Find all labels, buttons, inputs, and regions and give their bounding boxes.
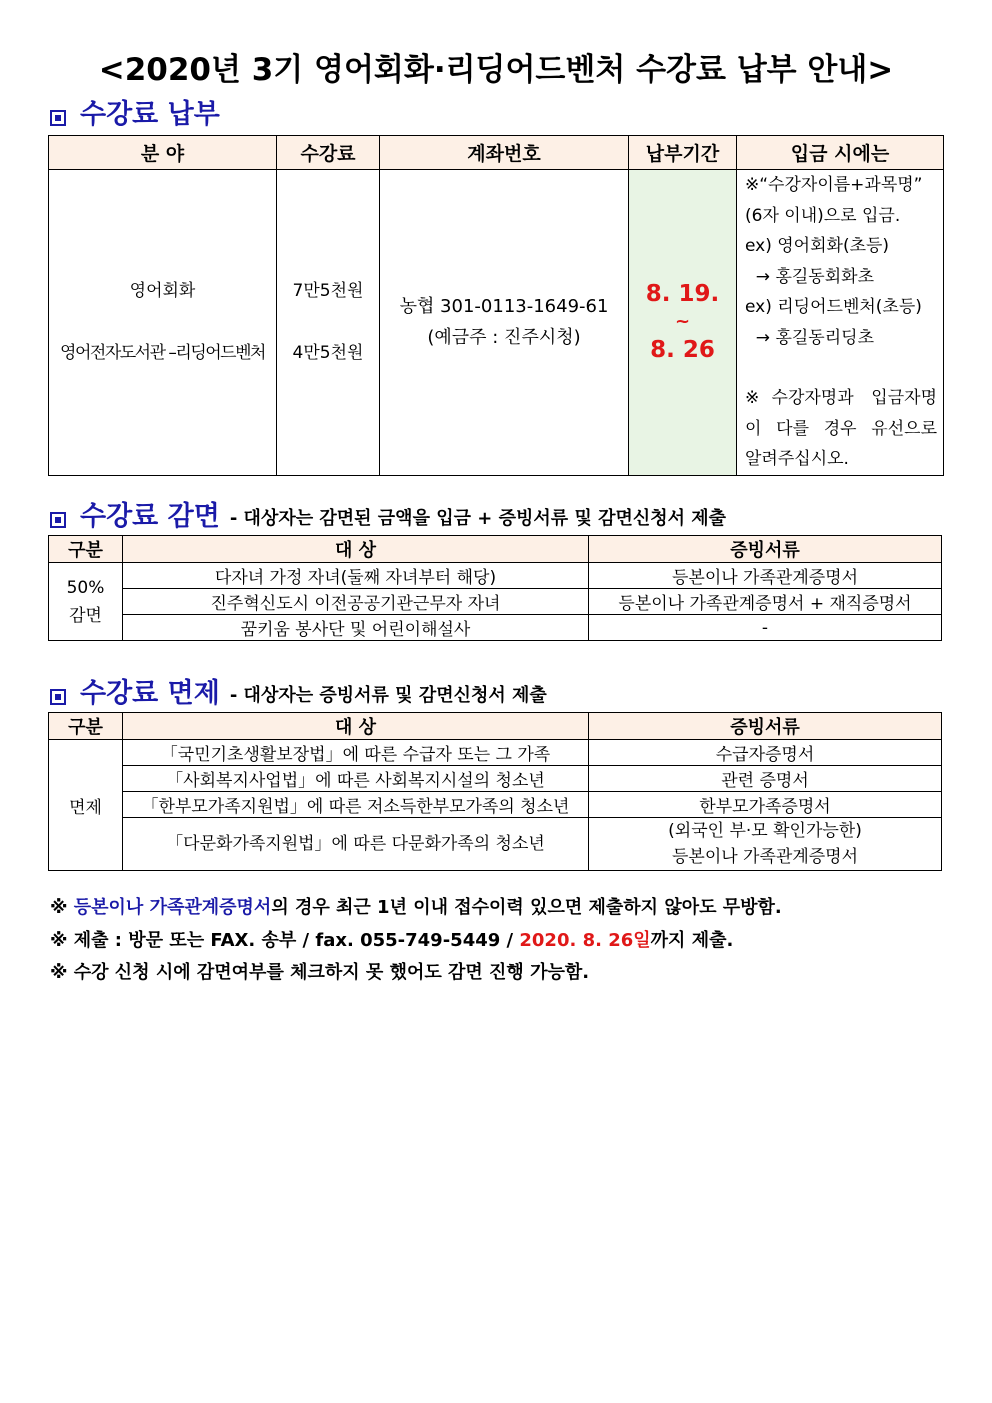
category-cell bbox=[49, 563, 123, 641]
field-cell bbox=[49, 170, 277, 476]
doc-cell: 등본이나 가족관계증명서 + 재직증명서 bbox=[589, 589, 942, 615]
target-cell: 다자녀 가정 자녀(둘째 자녀부터 해당) bbox=[123, 563, 589, 589]
target-cell: 「사회복지사업법」에 따른 사회복지시설의 청소년 bbox=[123, 766, 589, 792]
col-header: 납부기간 bbox=[629, 136, 737, 170]
fee-value: 4만5천원 bbox=[292, 343, 364, 364]
section-subtitle: - 대상자는 감면된 금액을 입금 + 증빙서류 및 감면신청서 제출 bbox=[229, 508, 727, 529]
section-subtitle: - 대상자는 증빙서류 및 감면신청서 제출 bbox=[229, 685, 547, 706]
deposit-note: ex) 영어회화(초등) bbox=[745, 236, 890, 256]
col-header: 대 상 bbox=[123, 536, 589, 563]
page-title: <2020년 3기 영어회화·리딩어드벤처 수강료 납부 안내> bbox=[98, 52, 894, 88]
section-heading-exemption bbox=[50, 671, 547, 710]
section-heading-reduction bbox=[50, 494, 726, 533]
section-title: 수강료 면제 bbox=[80, 678, 220, 709]
section-title: 수강료 납부 bbox=[80, 99, 220, 130]
payment-table bbox=[48, 135, 944, 476]
doc-cell bbox=[589, 818, 942, 871]
deposit-note: → 홍길동회화초 bbox=[745, 266, 874, 287]
doc-cell: 관련 증명서 bbox=[589, 766, 942, 792]
note-line bbox=[50, 892, 782, 925]
notes bbox=[50, 892, 782, 990]
deposit-note: 알려주십시오. bbox=[745, 449, 849, 469]
deposit-note: → 홍길동리딩초 bbox=[745, 327, 874, 348]
deposit-note-spacer bbox=[745, 353, 937, 383]
table-header-row bbox=[49, 713, 942, 740]
doc-cell: 한부모가족증명서 bbox=[589, 792, 942, 818]
period-cell bbox=[629, 170, 737, 476]
target-cell: 꿈키움 봉사단 및 어린이해설사 bbox=[123, 615, 589, 641]
account-number: 농협 301-0113-1649-61 bbox=[399, 296, 609, 318]
doc-cell: - bbox=[589, 615, 942, 641]
account-holder: (예금주 : 진주시청) bbox=[427, 327, 581, 349]
note-text: 의 경우 최근 1년 이내 접수이력 있으면 제출하지 않아도 무방함. bbox=[271, 897, 782, 918]
category-cell: 면제 bbox=[49, 740, 123, 871]
col-header: 분 야 bbox=[49, 136, 277, 170]
col-header: 대 상 bbox=[123, 713, 589, 740]
period-tilde: ~ bbox=[674, 311, 691, 333]
col-header: 입금 시에는 bbox=[737, 136, 944, 170]
deposit-note: (6자 이내)으로 입금. bbox=[745, 205, 901, 226]
target-cell: 진주혁신도시 이전공공기관근무자 자녀 bbox=[123, 589, 589, 615]
section-title: 수강료 감면 bbox=[80, 501, 220, 532]
deposit-notes-cell bbox=[737, 170, 944, 476]
category-label: 감면 bbox=[69, 605, 102, 626]
table-row bbox=[49, 589, 942, 615]
doc-line: 등본이나 가족관계증명서 bbox=[671, 847, 859, 867]
target-cell: 「국민기초생활보장법」에 따른 수급자 또는 그 가족 bbox=[123, 740, 589, 766]
fee-value: 7만5천원 bbox=[292, 281, 364, 302]
table-row bbox=[49, 792, 942, 818]
doc-line: (외국인 부·모 확인가능한) bbox=[668, 821, 862, 841]
note-line bbox=[50, 925, 782, 958]
deposit-note: ※수강자명과 입금자명 bbox=[745, 388, 937, 408]
col-header: 수강료 bbox=[277, 136, 380, 170]
target-cell: 「한부모가족지원법」에 따른 저소득한부모가족의 청소년 bbox=[123, 792, 589, 818]
col-header: 구분 bbox=[49, 536, 123, 563]
account-cell bbox=[380, 170, 629, 476]
note-line: ※ 수강 신청 시에 감면여부를 체크하지 못 했어도 감면 진행 가능함. bbox=[50, 962, 590, 983]
square-bullet-icon bbox=[50, 689, 66, 705]
table-row bbox=[49, 615, 942, 641]
table-row bbox=[49, 563, 942, 589]
note-prefix: ※ bbox=[50, 897, 74, 918]
deposit-note: 이 다를 경우 유선으로 bbox=[745, 418, 937, 439]
note-highlight: 등본이나 가족관계증명서 bbox=[73, 897, 272, 918]
fee-cell bbox=[277, 170, 380, 476]
field-name: 영어전자도서관 –리딩어드벤처 bbox=[60, 343, 265, 364]
table-row bbox=[49, 818, 942, 871]
doc-cell: 등본이나 가족관계증명서 bbox=[589, 563, 942, 589]
target-cell: 「다문화가족지원법」에 따른 다문화가족의 청소년 bbox=[123, 818, 589, 871]
note-text: ※ 제출 : 방문 또는 FAX. 송부 / fax. 055-749-5449 / bbox=[50, 929, 520, 951]
note-deadline: 2020. 8. 26일 bbox=[519, 929, 651, 951]
table-row bbox=[49, 170, 944, 476]
period-end: 8. 26 bbox=[650, 337, 715, 364]
table-header-row bbox=[49, 536, 942, 563]
col-header: 증빙서류 bbox=[589, 713, 942, 740]
square-bullet-icon bbox=[50, 110, 66, 126]
table-row bbox=[49, 766, 942, 792]
square-bullet-icon bbox=[50, 512, 66, 528]
table-row bbox=[49, 740, 942, 766]
field-name: 영어회화 bbox=[129, 281, 196, 302]
category-label: 50% bbox=[66, 577, 105, 598]
reduction-table bbox=[48, 535, 942, 641]
section-heading-payment bbox=[50, 92, 220, 131]
exemption-table bbox=[48, 712, 942, 871]
note-text: 까지 제출. bbox=[650, 929, 734, 951]
period-start: 8. 19. bbox=[645, 281, 720, 308]
doc-cell: 수급자증명서 bbox=[589, 740, 942, 766]
table-header-row bbox=[49, 136, 944, 170]
deposit-note: ex) 리딩어드벤처(초등) bbox=[745, 297, 922, 317]
col-header: 계좌번호 bbox=[380, 136, 629, 170]
col-header: 증빙서류 bbox=[589, 536, 942, 563]
col-header: 구분 bbox=[49, 713, 123, 740]
deposit-note: ※“수강자이름+과목명” bbox=[745, 175, 923, 195]
